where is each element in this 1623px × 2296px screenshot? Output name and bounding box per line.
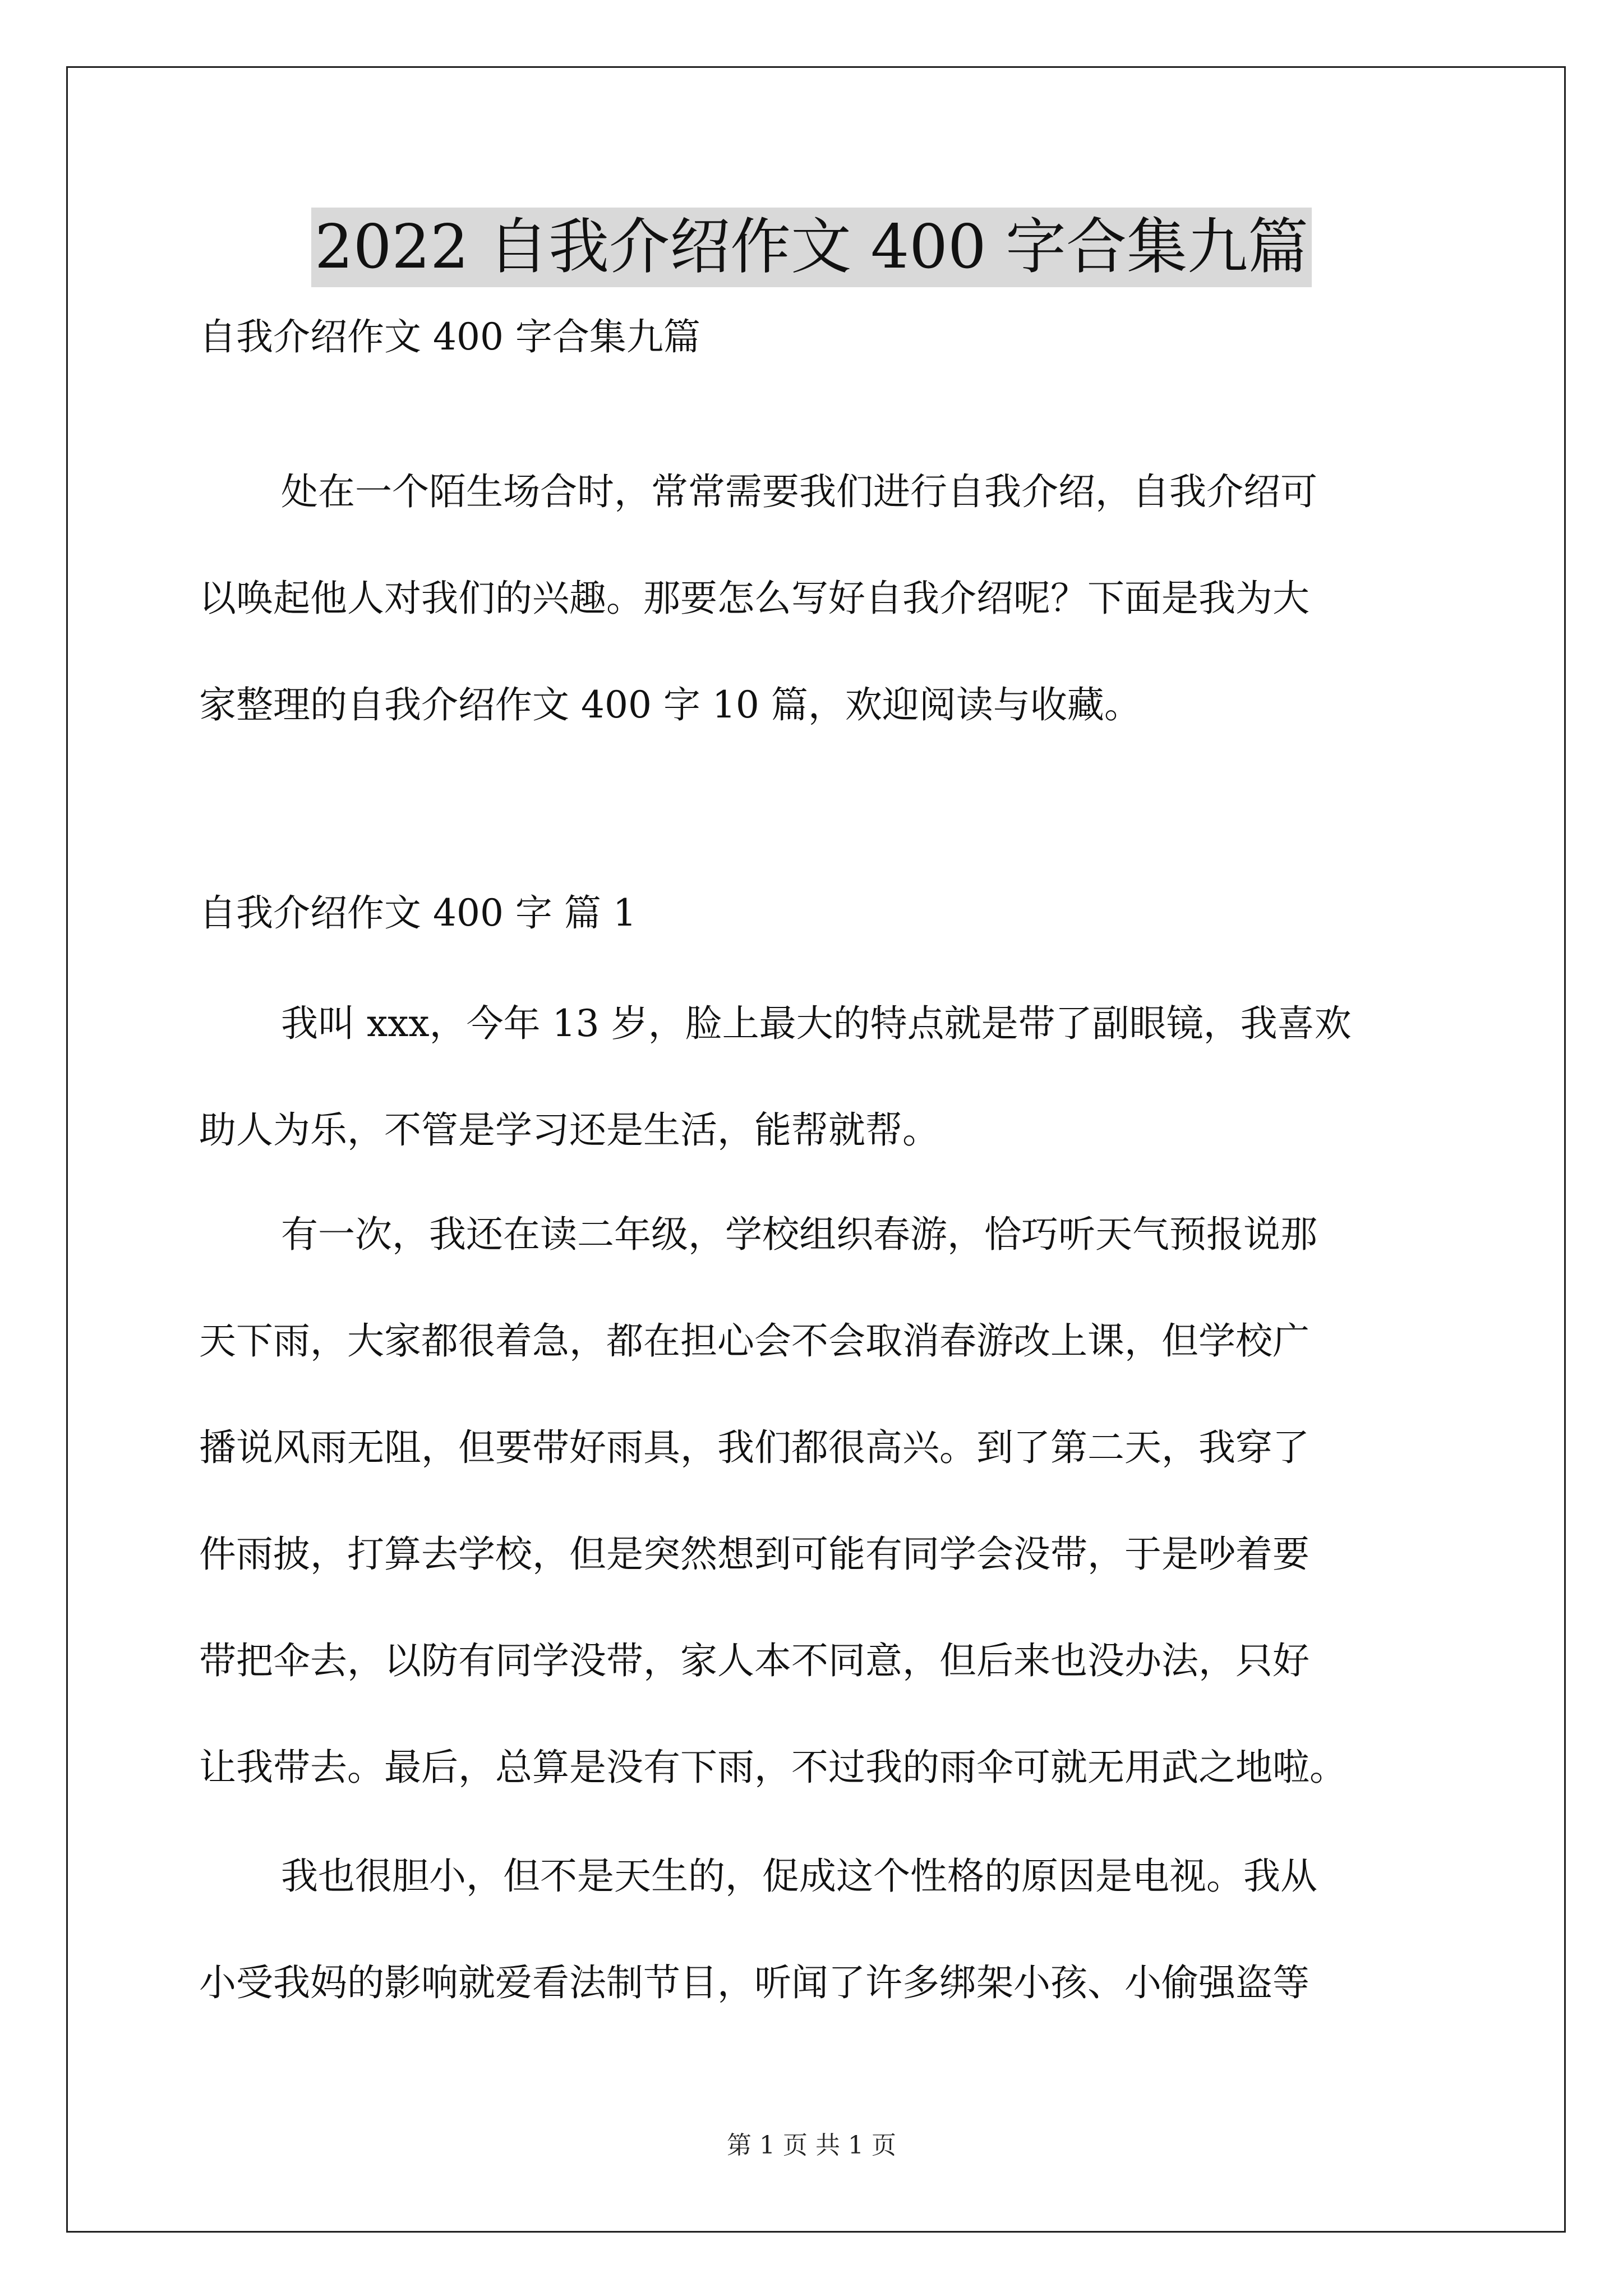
paragraph-line: 小受我妈的影响就爱看法制节目，听闻了许多绑架小孩、小偷强盗等	[199, 1961, 1310, 2004]
title-container	[0, 208, 1623, 287]
paragraph-line: 件雨披，打算去学校，但是突然想到可能有同学会没带，于是吵着要	[199, 1533, 1310, 1576]
page-footer: 第 1 页 共 1 页	[727, 2131, 896, 2160]
paragraph-3	[199, 1823, 1433, 2036]
paragraph-line: 让我带去。最后，总算是没有下雨，不过我的雨伞可就无用武之地啦。	[199, 1746, 1347, 1789]
document-title: 2022 自我介绍作文 400 字合集九篇	[311, 208, 1312, 287]
intro-line: 家整理的自我介绍作文 400 字 10 篇，欢迎阅读与收藏。	[199, 683, 1141, 726]
paragraph-line: 带把伞去，以防有同学没带，家人本不同意，但后来也没办法，只好	[199, 1639, 1310, 1682]
intro-paragraph	[199, 439, 1433, 758]
paragraph-line: 我也很胆小，但不是天生的，促成这个性格的原因是电视。我从	[281, 1855, 1317, 1898]
paragraph-2	[199, 1181, 1433, 1821]
paragraph-1	[199, 970, 1433, 1184]
paragraph-line: 有一次，我还在读二年级，学校组织春游，恰巧听天气预报说那	[281, 1213, 1317, 1256]
paragraph-line: 天下雨，大家都很着急，都在担心会不会取消春游改上课，但学校广	[199, 1319, 1310, 1363]
intro-line: 处在一个陌生场合时，常常需要我们进行自我介绍，自我介绍可	[281, 470, 1317, 513]
paragraph-line: 我叫 xxx，今年 13 岁，脸上最大的特点就是带了副眼镜，我喜欢	[281, 1002, 1352, 1045]
paragraph-line: 助人为乐，不管是学习还是生活，能帮就帮。	[199, 1108, 939, 1152]
section-heading: 自我介绍作文 400 字 篇 1	[199, 891, 637, 935]
paragraph-line: 播说风雨无阻，但要带好雨具，我们都很高兴。到了第二天，我穿了	[199, 1426, 1310, 1469]
intro-line: 以唤起他人对我们的兴趣。那要怎么写好自我介绍呢？下面是我为大	[199, 577, 1310, 620]
document-subtitle: 自我介绍作文 400 字合集九篇	[199, 315, 700, 358]
